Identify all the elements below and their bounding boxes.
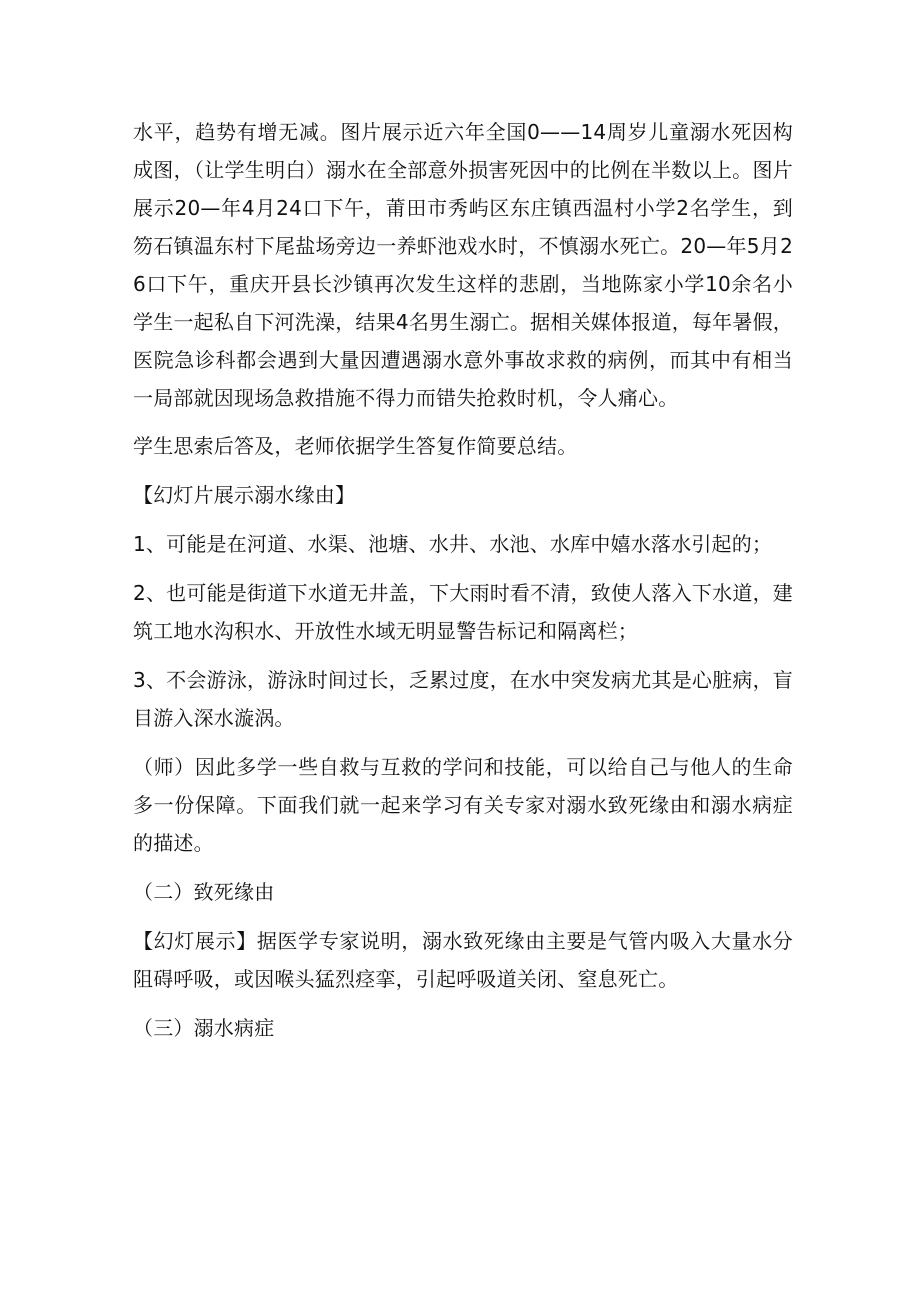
paragraph-teacher-summary: 学生思索后答及，老师依据学生答复作简要总结。 bbox=[133, 434, 578, 458]
paragraph-teacher-transition: （师）因此多学一些自救与互救的学问和技能，可以给自己与他人的生命多一份保障。下面我们就一起来学习有关专家对溺水致死缘由和溺水病症的描述。 bbox=[133, 755, 793, 855]
heading-slide-causes: 【幻灯片展示溺水缘由】 bbox=[133, 483, 356, 507]
paragraph-drowning-statistics: 水平，趋势有增无减。图片展示近六年全国0——14周岁儿童溺水死因构成图，（让学生明白）溺水在全部意外损害死因中的比例在半数以上。图片展示20—年4月24口下午，莆田市秀屿区东庄镇西温村小学2名学生，到笏石镇温东村下尾盐场旁边一养虾池戏水时，不慎溺水死亡。20—年5月26口下午，重庆开县长沙镇再次发生这样的悲剧，当地陈家小学10余名小学生一起私自下河洗澡，结果4名男生溺亡。据相关媒体报道，每年暑假，医院急诊科都会遇到大量因遭遇溺水意外事故求救的病例，而其中有相当一局部就因现场急救措施不得力而错失抢救时机，令人痛心。 bbox=[133, 120, 793, 410]
section-heading-drowning-symptoms: （三）溺水病症 bbox=[133, 1016, 275, 1040]
document-body bbox=[133, 113, 793, 1058]
list-item-cause-2: 2、也可能是街道下水道无井盖，下大雨时看不清，致使人落入下水道，建筑工地水沟积水、开放性水域无明显警告标记和隔离栏； bbox=[133, 581, 793, 643]
paragraph-slide-expert-explanation: 【幻灯展示】据医学专家说明，溺水致死缘由主要是气管内吸入大量水分阻碍呼吸，或因喉头猛烈痉挛，引起呼吸道关闭、窒息死亡。 bbox=[133, 929, 793, 991]
list-item-cause-1: 1、可能是在河道、水渠、池塘、水井、水池、水库中嬉水落水引起的； bbox=[133, 532, 773, 556]
section-heading-cause-of-death: （二）致死缘由 bbox=[133, 880, 275, 904]
list-item-cause-3: 3、不会游泳，游泳时间过长，乏累过度，在水中突发病尤其是心脏病，盲目游入深水漩涡。 bbox=[133, 668, 793, 730]
